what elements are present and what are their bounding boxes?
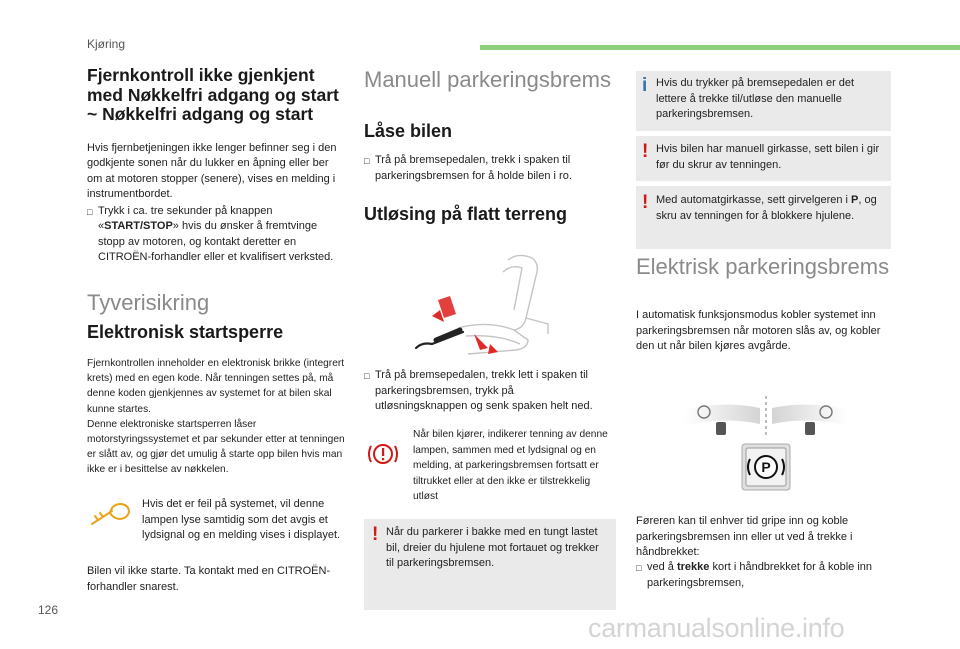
brake-warning-lamp-icon <box>366 441 400 467</box>
brake-info-box <box>636 71 891 131</box>
key-warning-lamp-icon <box>90 500 132 528</box>
bullet-text-pre: ved å <box>647 561 677 573</box>
automatic-gearbox-note <box>656 193 883 224</box>
warning-icon: ! <box>642 141 649 162</box>
warning-icon: ! <box>642 192 649 213</box>
automatic-gearbox-warning-box <box>636 186 891 249</box>
column-1 <box>87 66 345 266</box>
startsperre-closing: Bilen vil ikke starte. Ta kontakt med en CITROËN-forhandler snarest. <box>87 565 331 593</box>
startsperre-title: Elektronisk startsperre <box>87 322 284 342</box>
manual-gearbox-note: Hvis bilen har manuell girkasse, sett bilen i gir før du skrur av tenningen. <box>656 143 880 171</box>
lase-bullet <box>364 153 609 184</box>
parking-brake-lever-illustration <box>408 250 573 362</box>
startsperre-paragraph: Denne elektroniske startsperren låser motorstyringssystemet et par sekunder etter at tenningen er slått av, og gjør det umulig å starte opp bilen hvis man ikke er i besittelse av nøkkelen. <box>87 418 345 476</box>
bullet-text-post: » hvis du ønsker å fremtvinge stopp av motoren, og kontakt deretter en CITROËN-forhandler eller et kvalifisert verksted. <box>98 220 334 263</box>
startsperre-paragraph: Fjernkontrollen inneholder en elektronisk brikke (integrert krets) med en egen kode. Når tenningen settes på, må denne koden gjenkjennes av systemet for at bilen skal kunne startes. <box>87 358 345 415</box>
note-text-post: , og skru av tenningen for å blokkere hjulene. <box>656 194 877 222</box>
bullet-icon: □ <box>87 206 93 217</box>
heading-remote-not-recognized <box>87 66 345 125</box>
bullet-text-pre: Trykk i ca. tre sekunder på knappen « <box>98 204 273 232</box>
gear-p-key: P <box>851 194 859 206</box>
bullet-text-post: kort i håndbrekket for å koble inn parkeringsbremsen, <box>647 561 873 589</box>
bullet-icon: □ <box>364 156 370 166</box>
manual-intervention-text: Føreren kan til enhver tid gripe inn og koble parkeringsbremsen inn eller ut ved å trekke i håndbrekket: <box>636 515 853 558</box>
utlosing-bullet <box>364 368 609 415</box>
heading-line: med Nøkkelfri adgang og start <box>87 84 339 105</box>
remote-intro-text: Hvis fjernbetjeningen ikke lenger befinner seg i den godkjente sonen når du lukker en åpning eller ber om at motoren stopper (senere), vises en melding i instrumentbordet. <box>87 141 337 200</box>
bullet-text <box>647 560 891 591</box>
p-symbol: P <box>761 459 771 475</box>
manual-gearbox-warning-box <box>636 136 891 181</box>
heading-line: Fjernkontroll ikke gjenkjent <box>87 65 315 85</box>
info-icon: i <box>642 75 648 96</box>
section-label: Kjøring <box>87 37 126 51</box>
start-stop-bullet <box>87 204 345 266</box>
tyverisikring-title: Tyverisikring <box>87 290 210 315</box>
key-lamp-note: Hvis det er feil på systemet, vil denne lampen lyse samtidig som det avgis et lydsignal og en melding vises i displayet. <box>142 498 341 541</box>
section-accent-bar <box>480 45 960 50</box>
manuell-parkeringsbrems-title: Manuell parkeringsbrems <box>364 67 611 92</box>
bullet-icon: □ <box>364 371 370 381</box>
page-number: 126 <box>38 603 59 617</box>
note-text-pre: Med automatgirkasse, sett girvelgeren i <box>656 194 852 206</box>
bullet-text: Trå på bremsepedalen, trekk lett i spaken til parkeringsbremsen, trykk på utløsningsknappen og senk spaken helt ned. <box>375 369 593 412</box>
slope-parking-note: Når du parkerer i bakke med en tungt lastet bil, dreier du hjulene mot fortauet og trekker til parkeringsbremsen. <box>386 526 599 569</box>
bullet-text: Trå på bremsepedalen, trekk i spaken til parkeringsbremsen for å holde bilen i ro. <box>375 154 572 182</box>
elektrisk-auto-text: I automatisk funksjonsmodus kobler systemet inn parkeringsbremsen når motoren slås av, og kobler den ut når bilen kjøres avgårde. <box>636 309 881 352</box>
heading-line: ~ Nøkkelfri adgang og start <box>87 104 314 124</box>
utlosing-title: Utløsing på flatt terreng <box>364 204 568 224</box>
brake-info-note: Hvis du trykker på bremsepedalen er det lettere å trekke til/utløse den manuelle parkeringsbremsen. <box>656 77 855 120</box>
start-stop-key: START/STOP <box>104 220 173 232</box>
startsperre-text <box>87 356 349 478</box>
electric-parking-brake-illustration <box>682 396 850 492</box>
brake-lamp-note: Når bilen kjører, indikerer tenning av denne lampen, sammen med et lydsignal og en melding, at parkeringsbremsen fortsatt er tiltrukket eller at den ikke er tilstrekkelig utløst <box>413 429 608 502</box>
bullet-icon: □ <box>636 563 642 573</box>
trekke-keyword: trekke <box>676 561 710 573</box>
elektrisk-parkeringsbrems-title: Elektrisk parkeringsbrems <box>636 254 890 279</box>
watermark: carmanualsonline.info <box>588 613 845 643</box>
warning-icon: ! <box>372 524 379 545</box>
bullet-text <box>98 204 345 266</box>
lase-bilen-title: Låse bilen <box>364 121 453 141</box>
pull-lever-bullet <box>636 560 891 591</box>
slope-parking-warning-box <box>364 519 616 610</box>
